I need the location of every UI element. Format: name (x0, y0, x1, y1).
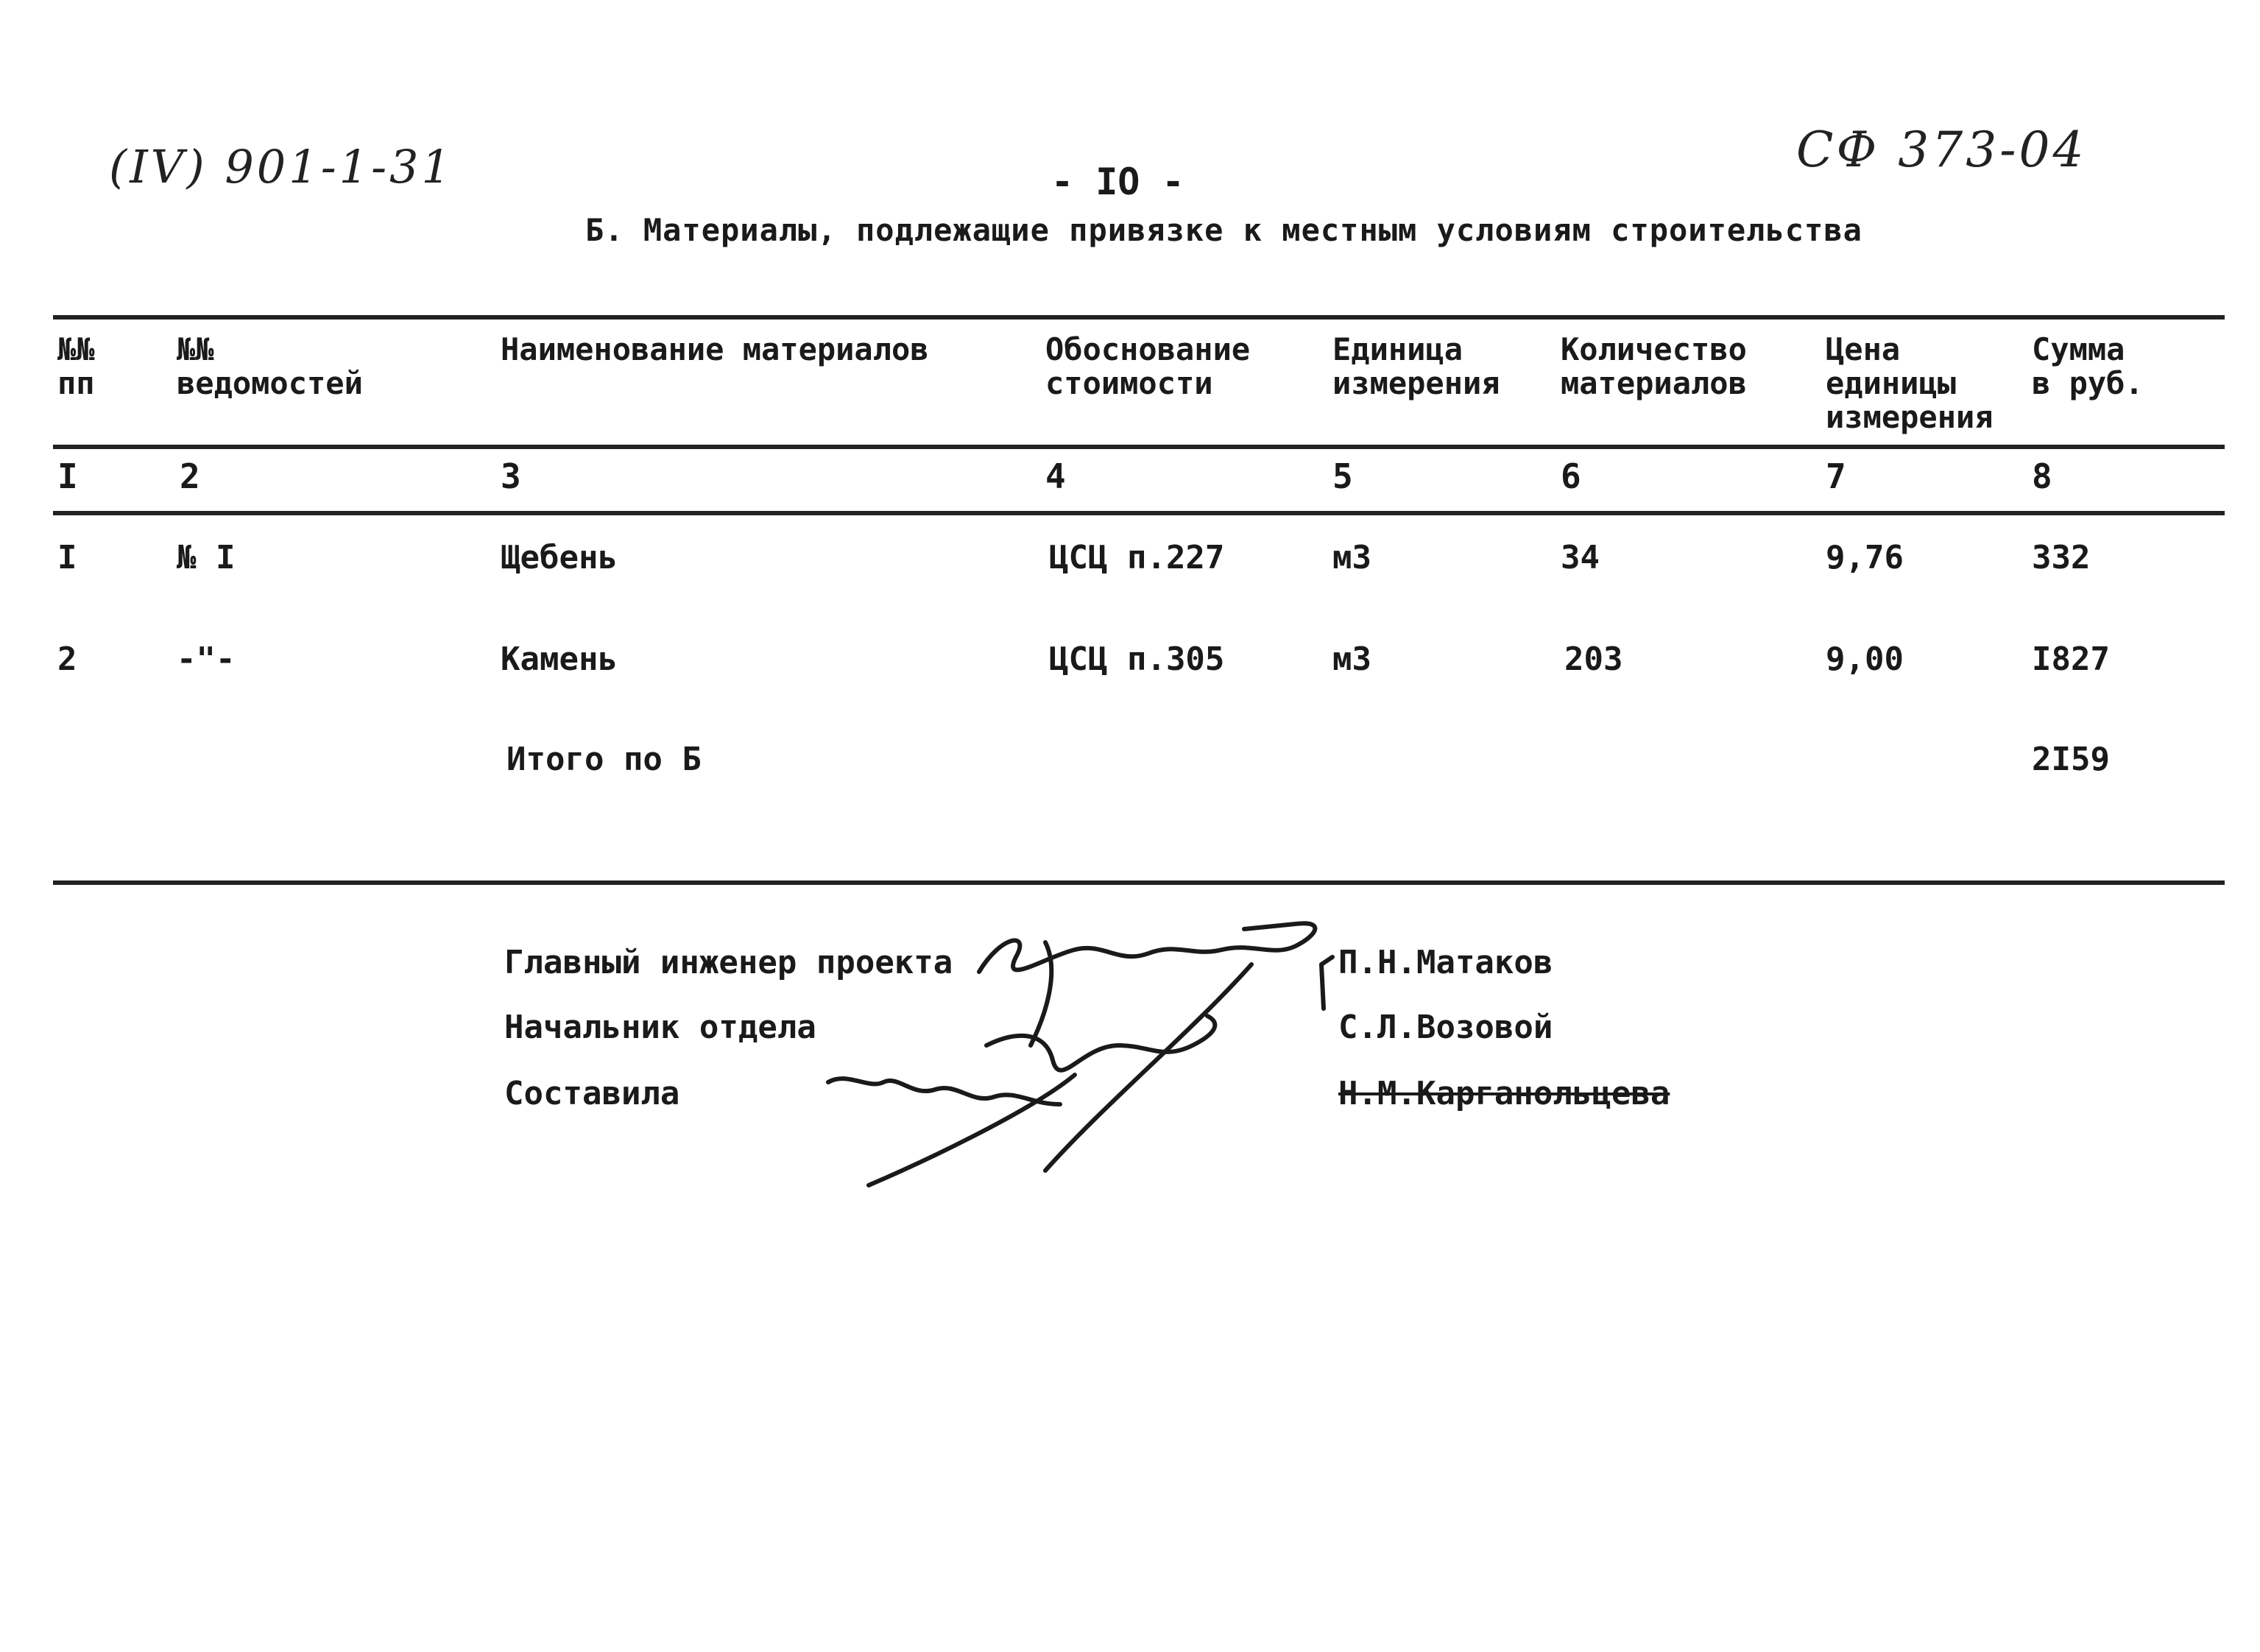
signature-name: Н.М.Карганольцева (1338, 1075, 1670, 1112)
header-bottom-rule (53, 445, 2225, 449)
row-cost-basis: ЦСЦ п.227 (1049, 539, 1225, 576)
row-unit: м3 (1332, 640, 1371, 678)
row-unit-price: 9,00 (1826, 640, 1904, 678)
row-sum: 332 (2032, 539, 2091, 576)
row-number: I (57, 539, 77, 576)
row-sum: I827 (2032, 640, 2110, 678)
row-statement: -"- (177, 640, 236, 678)
signature-role: Главный инженер проекта (504, 944, 953, 981)
signature-stroke-chief-engineer-tail (1031, 942, 1051, 1045)
header-cell-cost-basis: Обоснование стоимости (1045, 331, 1251, 401)
header-cell-unit: Единица измерения (1332, 331, 1500, 401)
row-quantity: 203 (1564, 640, 1623, 678)
row-number: 2 (57, 640, 77, 678)
column-number: 3 (501, 456, 521, 496)
row-material: Щебень (501, 539, 618, 576)
header-cell-unit-price: Цена единицы измерения (1826, 331, 1994, 435)
signature-stroke-head-long (1045, 964, 1251, 1171)
total-label: Итого по Б (506, 741, 702, 778)
section-title: Б. Материалы, подлежащие привязке к местным условиям строительства (585, 212, 1862, 248)
signature-stroke-bracket (1321, 957, 1332, 1009)
column-number: 8 (2032, 456, 2052, 496)
header-cell-material-name: Наименование материалов (501, 331, 929, 367)
column-number: 4 (1045, 456, 1066, 496)
header-cell-number: №№ пп (57, 331, 95, 401)
signature-stroke-compiler-long (869, 1075, 1075, 1185)
column-number: 2 (180, 456, 200, 496)
column-numbers-rule (53, 511, 2225, 515)
document-code: (IV) 901-1-31 (109, 140, 453, 194)
header-cell-statement: №№ ведомостей (177, 331, 363, 401)
table-top-rule (53, 315, 2225, 320)
row-unit-price: 9,76 (1826, 539, 1904, 576)
column-number: 6 (1561, 456, 1581, 496)
row-unit: м3 (1332, 539, 1371, 576)
table-bottom-rule (53, 880, 2225, 885)
signature-stroke-head (986, 1016, 1215, 1070)
signature-stroke-chief-engineer (979, 923, 1315, 972)
row-cost-basis: ЦСЦ п.305 (1049, 640, 1225, 678)
column-number: I (57, 456, 78, 496)
header-cell-sum: Сумма в руб. (2032, 331, 2144, 401)
page-number: - IO - (1051, 160, 1184, 203)
total-value: 2I59 (2032, 741, 2110, 778)
row-statement: № I (177, 539, 236, 576)
row-quantity: 34 (1561, 539, 1600, 576)
column-number: 5 (1332, 456, 1353, 496)
column-number: 7 (1826, 456, 1846, 496)
row-material: Камень (501, 640, 618, 678)
signature-role: Составила (504, 1075, 680, 1112)
signature-role: Начальник отдела (504, 1009, 816, 1046)
signature-name: С.Л.Возовой (1338, 1009, 1553, 1046)
signature-stroke-compiler (828, 1079, 1060, 1104)
header-cell-quantity: Количество материалов (1561, 331, 1747, 401)
stamp-code: СФ 373-04 (1796, 121, 2087, 178)
signature-name: П.Н.Матаков (1338, 944, 1553, 981)
